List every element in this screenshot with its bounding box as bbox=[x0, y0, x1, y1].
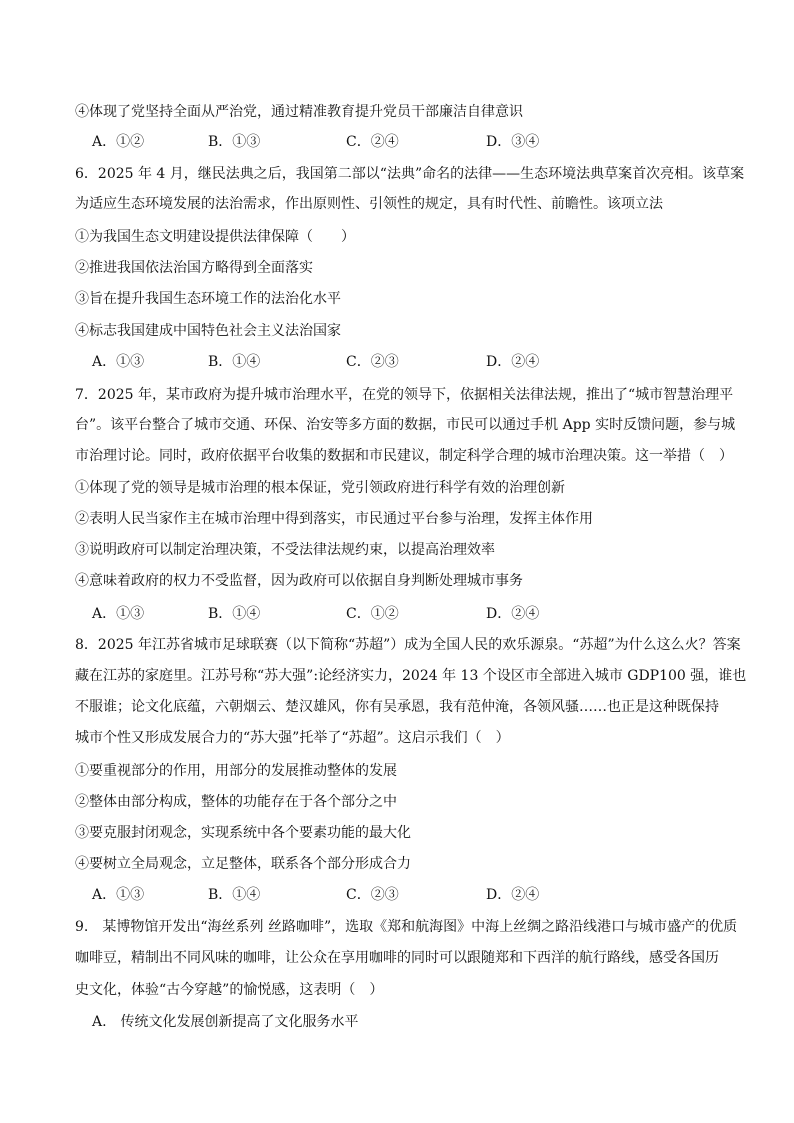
q7-option-d[interactable]: D．②④ bbox=[486, 606, 540, 622]
q8-stem-line-3: 不服谁；论文化底蕴，六朝烟云、楚汉雄风，你有吴承恩，我有范仲淹，各领风骚……也正是这种既保持 bbox=[75, 699, 719, 715]
q6-stem-line-1: 6．2025 年 4 月，继民法典之后，我国第二部以“法典”命名的法律——生态环境法典草案首次亮相。该草案 bbox=[75, 166, 745, 182]
q7-option-a[interactable]: A．①③ bbox=[92, 606, 145, 622]
q5-option-d[interactable]: D．③④ bbox=[486, 134, 540, 150]
q6-option-a[interactable]: A．①③ bbox=[92, 354, 145, 370]
q5-option-c[interactable]: C．②④ bbox=[346, 134, 399, 150]
q8-option-d[interactable]: D．②④ bbox=[486, 887, 540, 903]
q6-item-4: ④标志我国建成中国特色社会主义法治国家 bbox=[75, 323, 341, 339]
q6-option-b[interactable]: B．①④ bbox=[208, 354, 261, 370]
q5-option-a[interactable]: A．①② bbox=[92, 134, 145, 150]
q9-stem-line-1: 9. 某博物馆开发出“海丝系列 丝路咖啡”，选取《郑和航海图》中海上丝绸之路沿线港口与城市盛产的优质 bbox=[75, 919, 738, 935]
q8-item-2: ②整体由部分构成，整体的功能存在于各个部分之中 bbox=[75, 794, 397, 810]
q6-item-1: ①为我国生态文明建设提供法律保障（ ） bbox=[75, 229, 355, 245]
q6-item-3: ③旨在提升我国生态环境工作的法治化水平 bbox=[75, 291, 341, 307]
q8-stem-line-2: 藏在江苏的家庭里。江苏号称“苏大强”:论经济实力，2024 年 13 个设区市全部进入城市 GDP100 强，谁也 bbox=[75, 668, 747, 684]
q7-option-b[interactable]: B．①④ bbox=[208, 606, 261, 622]
q6-item-2: ②推进我国依法治国方略得到全面落实 bbox=[75, 260, 313, 276]
q6-option-c[interactable]: C．②③ bbox=[346, 354, 399, 370]
q8-option-b[interactable]: B．①④ bbox=[208, 887, 261, 903]
q8-option-a[interactable]: A．①③ bbox=[92, 887, 145, 903]
q7-item-2: ②表明人民当家作主在城市治理中得到落实，市民通过平台参与治理，发挥主体作用 bbox=[75, 511, 593, 527]
q8-item-1: ①要重视部分的作用，用部分的发展推动整体的发展 bbox=[75, 763, 397, 779]
q5-option-b[interactable]: B．①③ bbox=[208, 134, 261, 150]
q7-item-1: ①体现了党的领导是城市治理的根本保证，党引领政府进行科学有效的治理创新 bbox=[75, 480, 565, 496]
q7-option-c[interactable]: C．①② bbox=[346, 606, 399, 622]
q8-stem-line-4: 城市个性又形成发展合力的“苏大强”托举了“苏超”。这启示我们（ ） bbox=[75, 730, 510, 746]
q8-option-c[interactable]: C．②③ bbox=[346, 887, 399, 903]
q9-stem-line-3: 史文化，体验“古今穿越”的愉悦感，这表明（ ） bbox=[75, 982, 384, 998]
q7-item-3: ③说明政府可以制定治理决策，不受法律法规约束，以提高治理效率 bbox=[75, 542, 495, 558]
q8-item-3: ③要克服封闭观念，实现系统中各个要素功能的最大化 bbox=[75, 825, 411, 841]
q5-item-4: ④体现了党坚持全面从严治党，通过精准教育提升党员干部廉洁自律意识 bbox=[75, 104, 523, 120]
q9-stem-line-2: 咖啡豆，精制出不同风味的咖啡，让公众在享用咖啡的同时可以跟随郑和下西洋的航行路线，感受各国历 bbox=[75, 950, 719, 966]
q7-stem-line-2: 台”。该平台整合了城市交通、环保、治安等多方面的数据，市民可以通过手机 App 实时反馈问题，参与城 bbox=[75, 417, 736, 433]
q7-stem-line-1: 7．2025 年，某市政府为提升城市治理水平，在党的领导下，依据相关法律法规，推出了“城市智慧治理平 bbox=[75, 387, 734, 403]
q9-option-a[interactable]: A. 传统文化发展创新提高了文化服务水平 bbox=[92, 1014, 359, 1030]
q7-item-4: ④意味着政府的权力不受监督，因为政府可以依据自身判断处理城市事务 bbox=[75, 573, 523, 589]
q8-stem-line-1: 8．2025 年江苏省城市足球联赛（以下简称“苏超”）成为全国人民的欢乐源泉。“苏超”为什么这么火？答案 bbox=[75, 637, 741, 653]
q8-item-4: ④要树立全局观念，立足整体，联系各个部分形成合力 bbox=[75, 856, 411, 872]
q7-stem-line-3: 市治理讨论。同时，政府依据平台收集的数据和市民建议，制定科学合理的城市治理决策。这一举措（ ） bbox=[75, 448, 733, 464]
q6-option-d[interactable]: D．②④ bbox=[486, 354, 540, 370]
q6-stem-line-2: 为适应生态环境发展的法治需求，作出原则性、引领性的规定，具有时代性、前瞻性。该项立法 bbox=[75, 196, 663, 212]
